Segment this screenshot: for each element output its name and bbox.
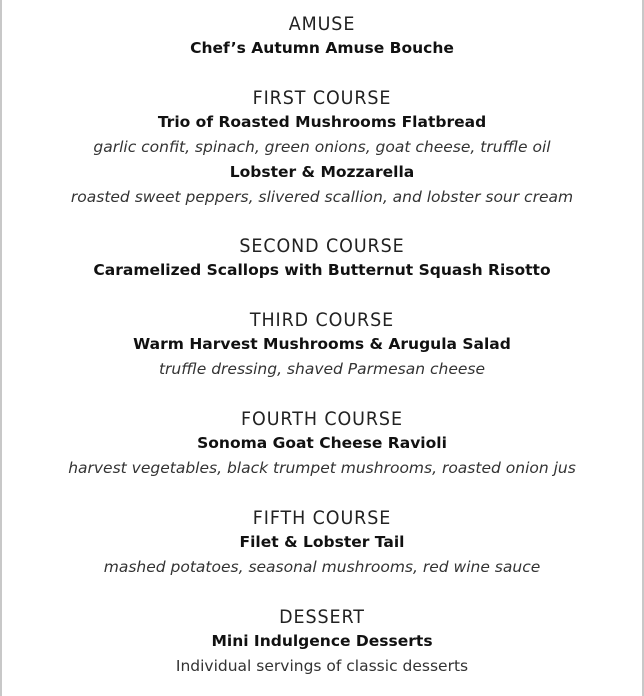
first-course-section <box>2 86 642 210</box>
second-course-heading: SECOND COURSE <box>239 235 405 257</box>
first-course-dish-2: Lobster & Mozzarella <box>229 163 415 181</box>
dessert-section <box>2 605 642 679</box>
dessert-heading: DESSERT <box>279 606 365 628</box>
fifth-course-desc: mashed potatoes, seasonal mushrooms, red wine sauce <box>103 558 541 576</box>
third-course-section <box>2 308 642 382</box>
first-course-dish-1: Trio of Roasted Mushrooms Flatbread <box>157 113 487 131</box>
fourth-course-section <box>2 407 642 481</box>
amuse-section <box>2 12 642 61</box>
fourth-course-desc: harvest vegetables, black trumpet mushrooms, roasted onion jus <box>68 459 576 477</box>
amuse-heading: AMUSE <box>288 13 356 35</box>
third-course-heading: THIRD COURSE <box>249 309 395 331</box>
second-course-section <box>2 234 642 283</box>
fifth-course-section <box>2 506 642 580</box>
fourth-course-dish: Sonoma Goat Cheese Ravioli <box>197 434 447 452</box>
first-course-heading: FIRST COURSE <box>252 87 392 109</box>
fourth-course-heading: FOURTH COURSE <box>241 408 403 430</box>
first-course-desc-2: roasted sweet peppers, slivered scallion, and lobster sour cream <box>70 188 574 206</box>
fifth-course-heading: FIFTH COURSE <box>252 507 392 529</box>
amuse-dish: Chef’s Autumn Amuse Bouche <box>190 39 454 57</box>
fifth-course-dish: Filet & Lobster Tail <box>239 533 405 551</box>
second-course-dish: Caramelized Scallops with Butternut Squash Risotto <box>93 261 551 279</box>
third-course-dish: Warm Harvest Mushrooms & Arugula Salad <box>133 335 511 353</box>
third-course-desc: truffle dressing, shaved Parmesan cheese <box>158 360 486 378</box>
dessert-desc: Individual servings of classic desserts <box>175 657 469 675</box>
first-course-desc-1: garlic confit, spinach, green onions, goat cheese, truffle oil <box>93 138 551 156</box>
dessert-dish: Mini Indulgence Desserts <box>211 632 433 650</box>
